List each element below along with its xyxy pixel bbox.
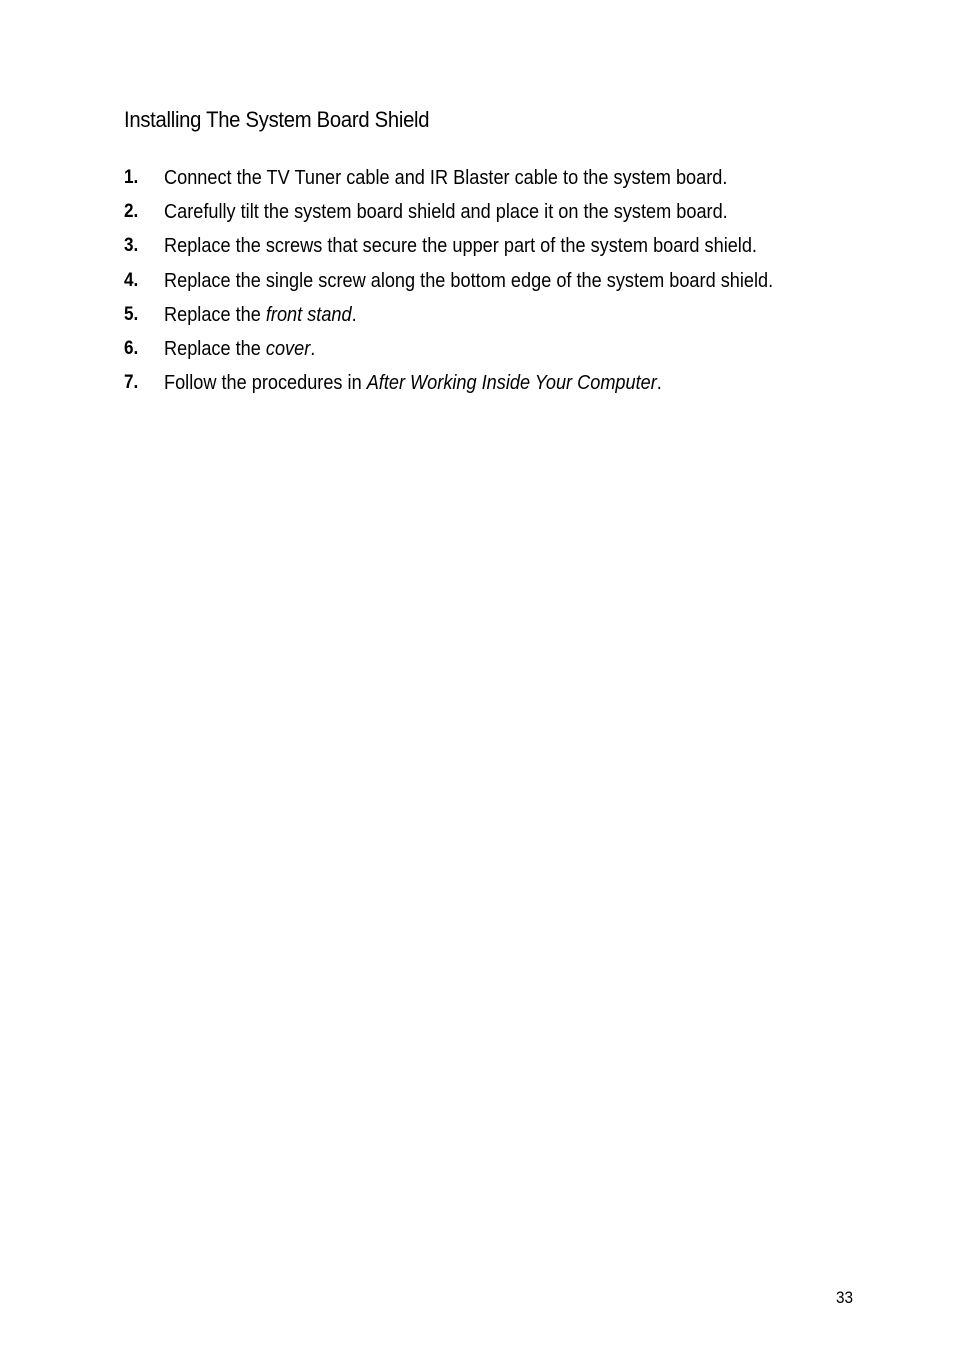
- step-text-main: Follow the procedures in: [164, 371, 367, 395]
- step-number: 4.: [124, 269, 139, 291]
- step-number: 5.: [124, 303, 139, 325]
- step-text-main: Replace the screws that secure the upper part of the system board shield.: [164, 234, 757, 258]
- step-number: 1.: [124, 167, 139, 188]
- step-text-main: Carefully tilt the system board shield and place it on the system board.: [164, 200, 728, 224]
- page-number: 33: [836, 1288, 854, 1307]
- step-number: 7.: [124, 372, 139, 394]
- step-2: [124, 197, 884, 231]
- step-text: [164, 231, 757, 261]
- step-5: [124, 300, 884, 334]
- cover-link-text: cover: [265, 336, 311, 360]
- step-number: 2.: [124, 201, 139, 223]
- step-text-main: Replace the: [164, 336, 266, 360]
- step-text: [164, 266, 773, 296]
- step-text-suffix: .: [351, 302, 357, 326]
- step-text: [164, 163, 727, 193]
- step-7: [124, 368, 884, 402]
- step-1: [124, 163, 884, 197]
- step-number: 3.: [124, 235, 139, 257]
- step-4: [124, 266, 884, 300]
- step-text: [164, 300, 357, 330]
- step-text-main: Replace the single screw along the bottom edge of the system board shield.: [164, 268, 774, 292]
- step-text-suffix: .: [656, 371, 662, 395]
- step-text-main: Connect the TV Tuner cable and IR Blaster cable to the system board.: [164, 166, 728, 189]
- step-text-main: Replace the: [164, 302, 266, 326]
- step-text: [164, 368, 662, 398]
- step-text: [164, 197, 728, 227]
- installation-steps-list: [124, 163, 884, 402]
- step-text-suffix: .: [310, 336, 316, 360]
- section-heading: Installing The System Board Shield: [124, 107, 430, 132]
- step-number: 6.: [124, 337, 139, 359]
- step-3: [124, 231, 884, 265]
- front-stand-link-text: front stand: [265, 302, 352, 326]
- step-text: [164, 334, 315, 364]
- step-6: [124, 334, 884, 368]
- after-working-link-text: After Working Inside Your Computer: [366, 371, 657, 395]
